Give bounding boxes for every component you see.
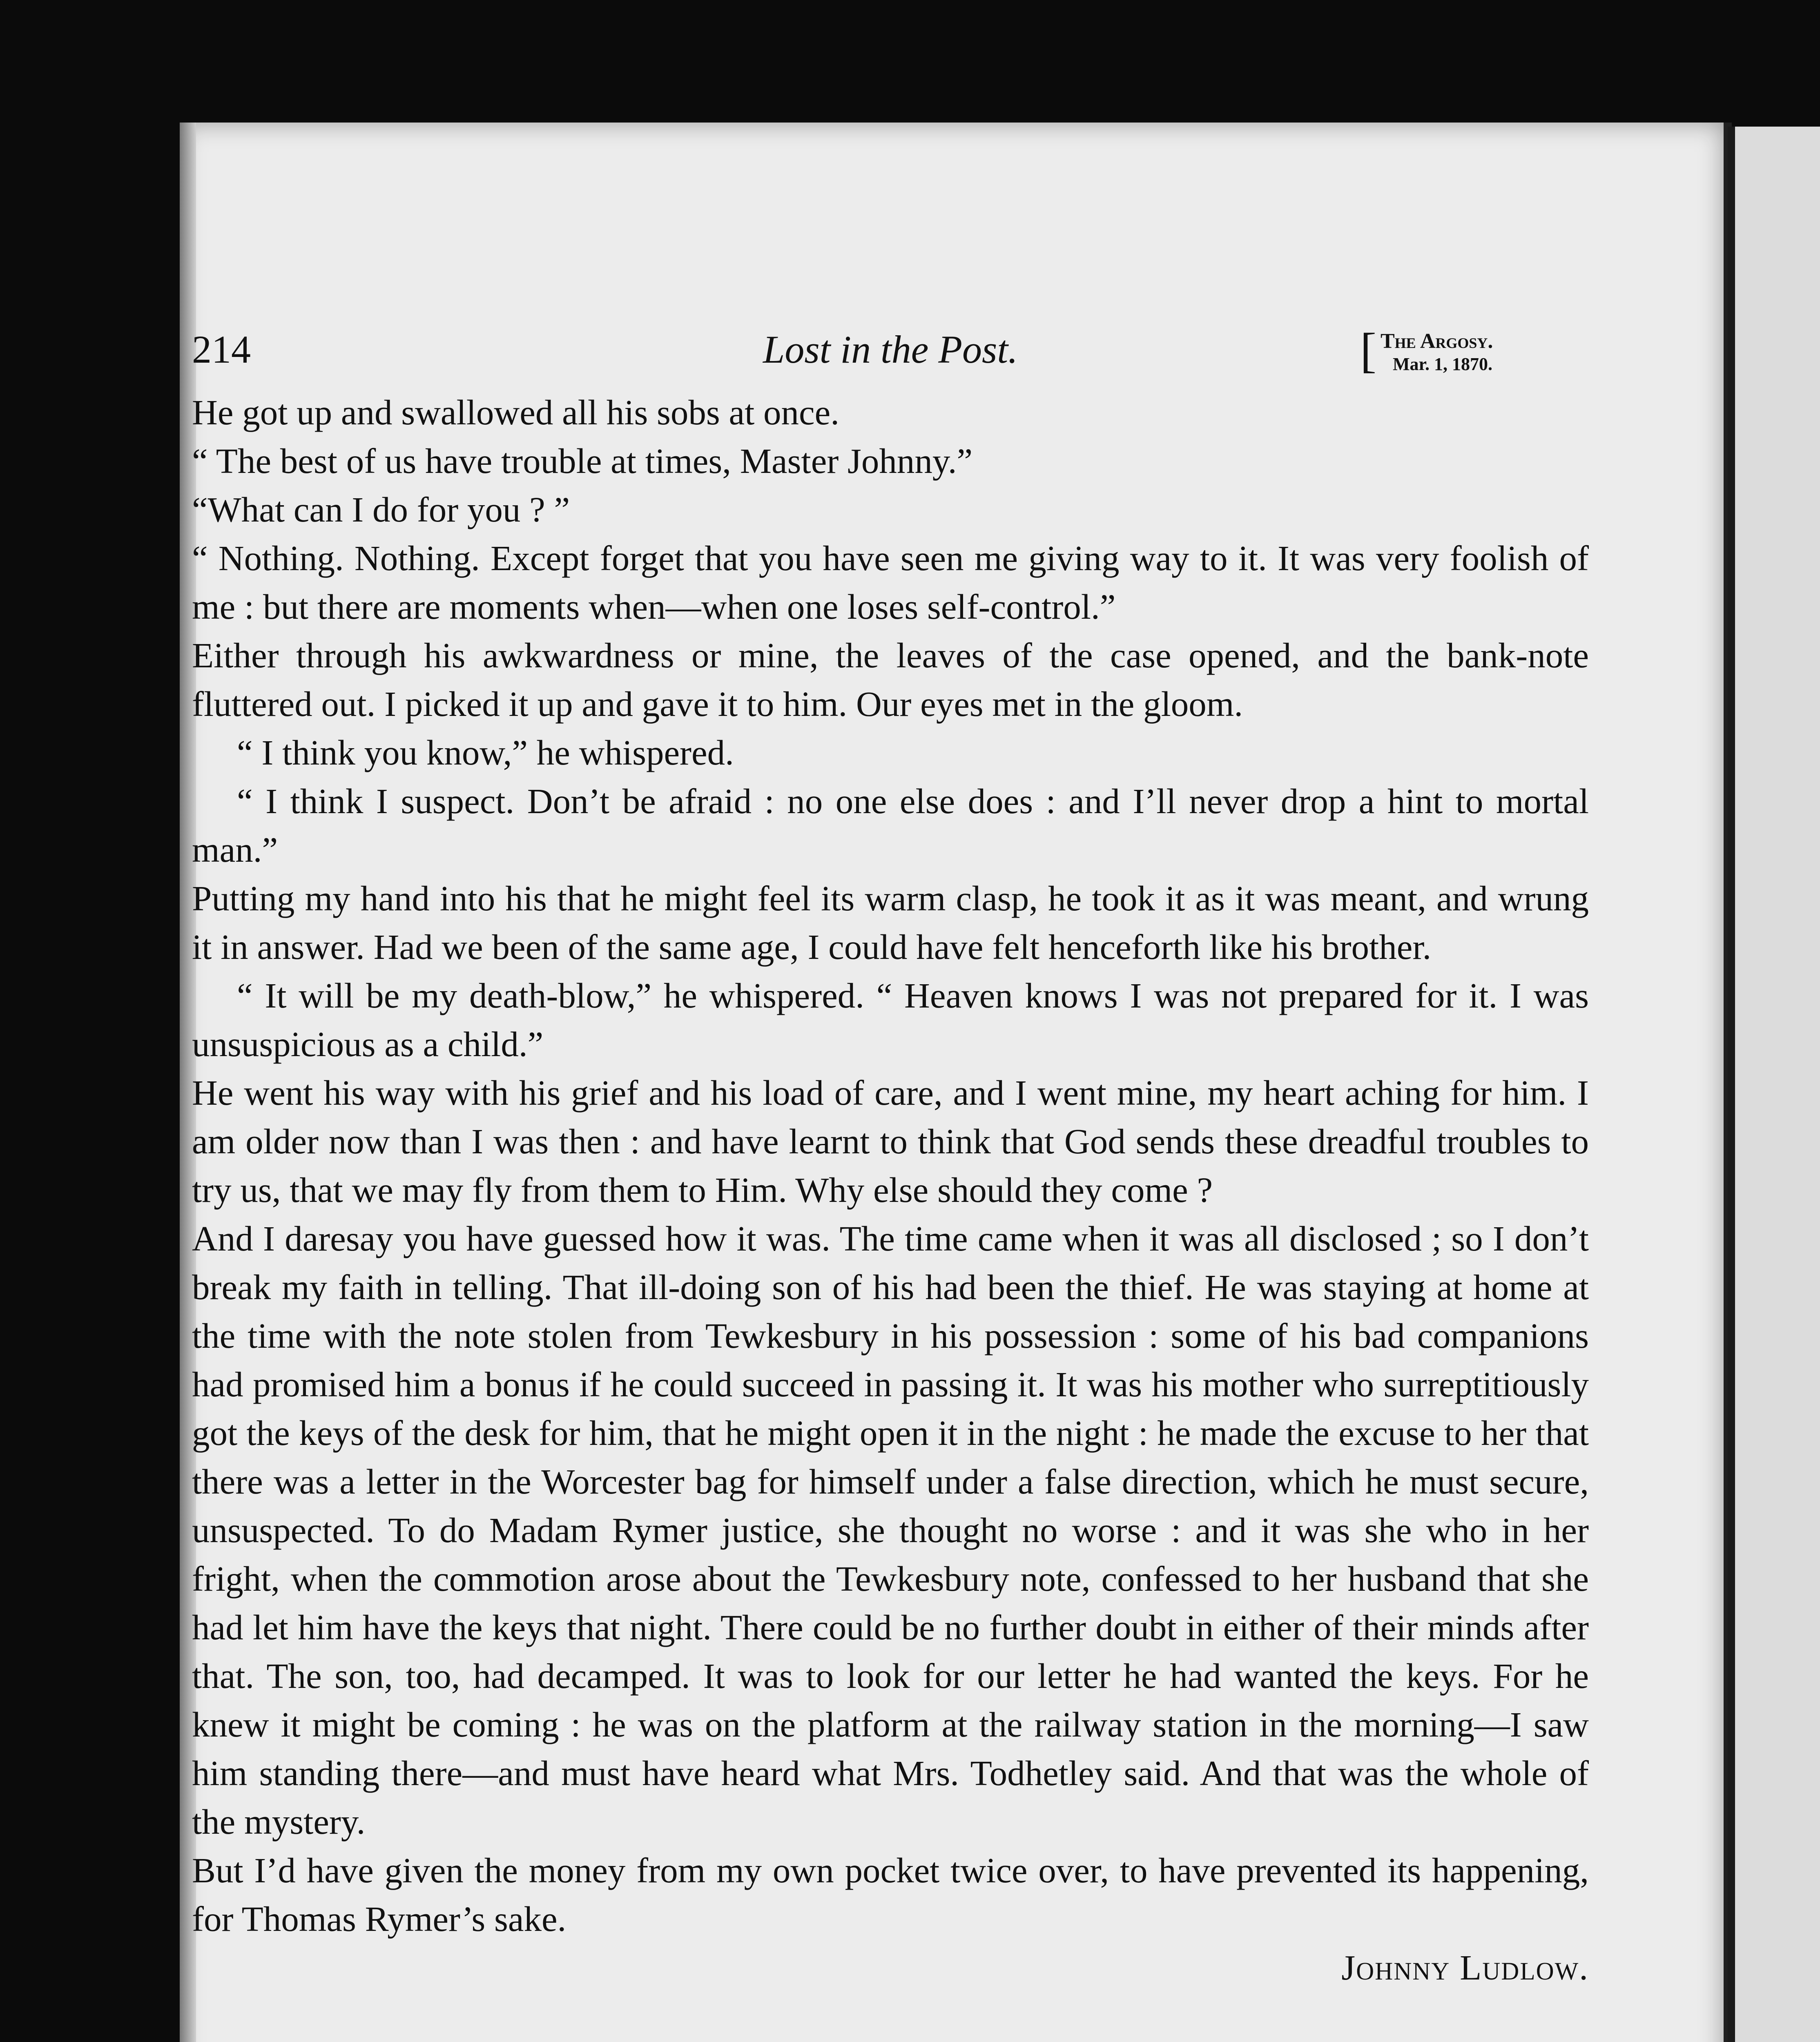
paragraph: “ It will be my death-blow,” he whispered. “ Heaven knows I was not prepared for it. I was unsuspicious as a child.” xyxy=(192,976,1589,1064)
citation-bracket: [ xyxy=(1360,323,1376,377)
page-number: 214 xyxy=(192,328,251,371)
paragraph: “ Nothing. Nothing. Except forget that you have seen me giving way to it. It was very foolish of me : but there are moments when—when one loses self-control.” xyxy=(192,538,1589,626)
paragraph: “ The best of us have trouble at times, Master Johnny.” xyxy=(192,441,973,481)
issue-date: Mar. 1, 1870. xyxy=(1393,354,1493,374)
author-signature: Johnny Ludlow. xyxy=(1341,1948,1589,1987)
body-text xyxy=(192,388,1589,1943)
paragraph: “ I think I suspect. Don’t be afraid : no one else does : and I’ll never drop a hint to mortal man.” xyxy=(192,781,1589,869)
magazine-name: The Argosy. xyxy=(1381,330,1493,353)
paragraph: But I’d have given the money from my own pocket twice over, to have prevented its happening, for Thomas Rymer’s sake. xyxy=(192,1850,1589,1939)
paragraph: “ I think you know,” he whispered. xyxy=(237,733,734,772)
paragraph: He got up and swallowed all his sobs at once. xyxy=(192,392,840,432)
magazine-citation xyxy=(1360,323,1589,379)
running-title: Lost in the Post. xyxy=(763,328,1018,371)
page-header xyxy=(192,323,1589,388)
paragraph: Either through his awkwardness or mine, the leaves of the case opened, and the bank-note fluttered out. I picked it up and gave it to him. Our eyes met in the gloom. xyxy=(192,635,1589,724)
paragraph: Putting my hand into his that he might feel its warm clasp, he took it as it was meant, and wrung it in answer. Had we been of the same age, I could have felt henceforth like his brother. xyxy=(192,878,1589,967)
paragraph: He went his way with his grief and his load of care, and I went mine, my heart aching for him. I am older now than I was then : and have learnt to think that God sends these dreadful troubles to try us, that we may fly from them to Him. Why else should they come ? xyxy=(192,1073,1589,1210)
facing-page-edge xyxy=(1728,127,1820,2042)
page-content xyxy=(192,323,1589,1992)
paragraph: “What can I do for you ? ” xyxy=(192,490,570,529)
paragraph: And I daresay you have guessed how it was. The time came when it was all disclosed ; so I don’t break my faith in telling. That ill-doing son of his had been the thief. He was staying at home at the time with the note stolen from Tewkesbury in his possession : some of his bad companions had promised him a bonus if he could succeed in passing it. It was his mother who surreptitiously got the keys of the desk for him, that he might open it in the night : he made the excuse to her that there was a letter in the Worcester bag for himself under a false direction, which he must secure, unsuspected. To do Madam Rymer justice, she thought no worse : and it was she who in her fright, when the commotion arose about the Tewkesbury note, confessed to her husband that she had let him have the keys that night. There could be no further doubt in either of their minds after that. The son, too, had decamped. It was to look for our letter he had wanted the keys. For he knew it might be coming : he was on the platform at the railway station in the morning—I saw him standing there—and must have heard what Mrs. Todhetley said. And that was the whole of the mystery. xyxy=(192,1219,1589,1841)
